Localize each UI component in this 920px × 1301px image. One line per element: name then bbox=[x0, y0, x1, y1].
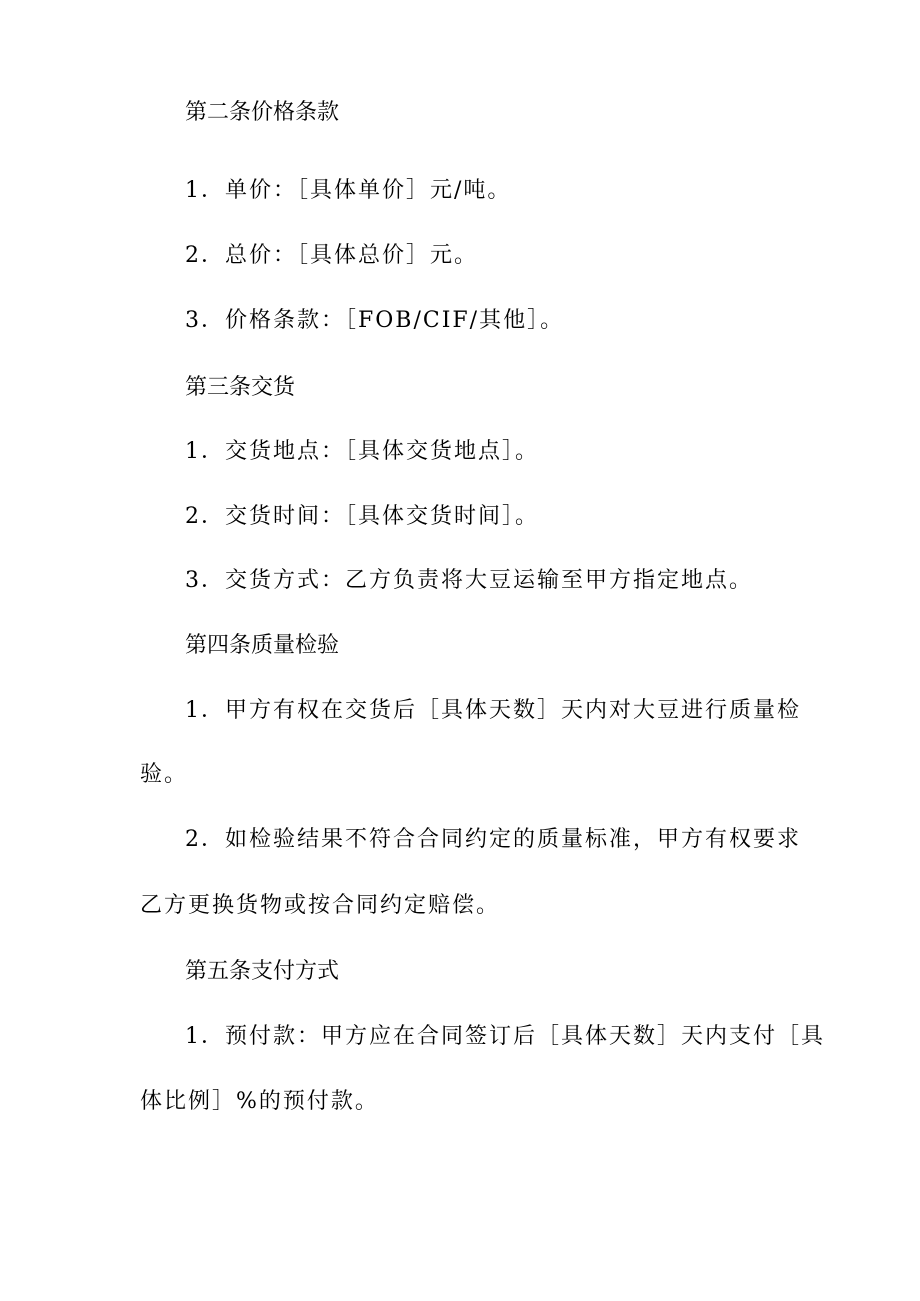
section-2-item-2: 2．总价：［具体总价］元。 bbox=[185, 243, 478, 268]
section-5-item-1-line-1: 1．预付款：甲方应在合同签订后［具体天数］天内支付［具 bbox=[185, 1024, 825, 1049]
section-4-item-2-line-1: 2．如检验结果不符合合同约定的质量标准，甲方有权要求 bbox=[185, 827, 801, 852]
section-3-item-2: 2．交货时间：［具体交货时间］。 bbox=[185, 504, 539, 529]
section-4-item-2-line-2: 乙方更换货物或按合同约定赔偿。 bbox=[140, 893, 501, 918]
section-4-item-1-line-2: 验。 bbox=[140, 762, 189, 787]
section-5-item-1-line-2: 体比例］%的预付款。 bbox=[140, 1089, 379, 1114]
section-3-title: 第三条交货 bbox=[185, 375, 296, 400]
section-4-item-1-line-1: 1．甲方有权在交货后［具体天数］天内对大豆进行质量检 bbox=[185, 698, 801, 723]
section-3-item-3: 3．交货方式：乙方负责将大豆运输至甲方指定地点。 bbox=[185, 568, 753, 593]
section-2-item-3: 3．价格条款：［FOB/CIF/其他］。 bbox=[185, 308, 565, 333]
section-3-item-1: 1．交货地点：［具体交货地点］。 bbox=[185, 439, 539, 464]
section-5-title: 第五条支付方式 bbox=[185, 959, 340, 984]
section-2-title: 第二条价格条款 bbox=[185, 100, 340, 125]
section-2-item-1: 1．单价：［具体单价］元/吨。 bbox=[185, 178, 512, 203]
section-4-title: 第四条质量检验 bbox=[185, 633, 340, 658]
